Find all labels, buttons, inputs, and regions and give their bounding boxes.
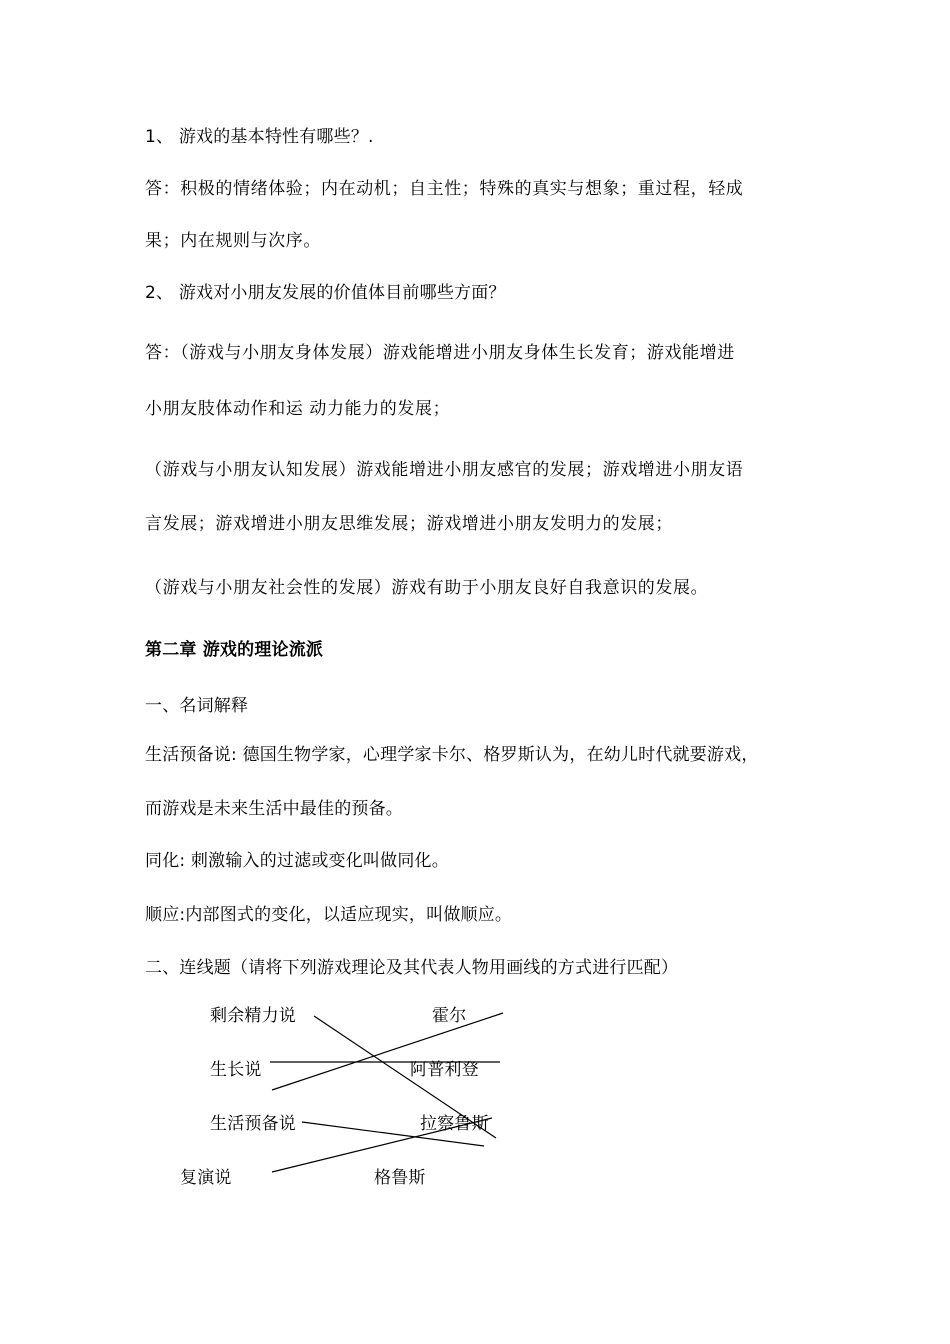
question-2: 2、 游戏对小朋友发展的价值体目前哪些方面？ [145,283,506,303]
answer-1-line-2: 果；内在规则与次序。 [145,231,321,251]
answer-2-line-1: 答：（游戏与小朋友身体发展）游戏能增进小朋友身体生长发育；游戏能增进 [145,343,735,363]
person-label: 拉察鲁斯 [420,1114,489,1134]
definition-3: 顺应:内部图式的变化，以适应现实，叫做顺应。 [145,905,513,925]
question-1: 1、 游戏的基本特性有哪些？. [145,127,374,147]
theory-label: 生长说 [210,1060,262,1080]
section-2-title: 二、连线题（请将下列游戏理论及其代表人物用画线的方式进行匹配） [145,958,679,978]
person-label: 霍尔 [432,1006,467,1026]
definition-1-line-2: 而游戏是未来生活中最佳的预备。 [145,799,403,819]
answer-2-line-5: （游戏与小朋友社会性的发展）游戏有助于小朋友良好自我意识的发展。 [145,578,709,598]
answer-2-line-4: 言发展；游戏增进小朋友思维发展；游戏增进小朋友发明力的发展； [145,514,673,534]
section-1-title: 一、名词解释 [145,696,249,716]
person-label: 阿普利登 [410,1060,479,1080]
answer-2-line-3: （游戏与小朋友认知发展）游戏能增进小朋友感官的发展；游戏增进小朋友语 [145,460,744,480]
definition-2: 同化: 刺激输入的过滤或变化叫做同化。 [145,851,449,871]
definition-1-line-1: 生活预备说: 德国生物学家，心理学家卡尔、格罗斯认为，在幼儿时代就要游戏， [145,745,759,765]
answer-1-line-1: 答：积极的情绪体验；内在动机；自主性；特殊的真实与想象；重过程，轻成 [145,179,744,199]
person-label: 格鲁斯 [374,1168,426,1188]
answer-2-line-2: 小朋友肢体动作和运 动力能力的发展； [145,399,451,419]
chapter-title: 第二章 游戏的理论流派 [145,640,324,660]
theory-label: 生活预备说 [210,1114,296,1134]
theory-label: 剩余精力说 [210,1006,296,1026]
theory-label: 复演说 [180,1168,232,1188]
